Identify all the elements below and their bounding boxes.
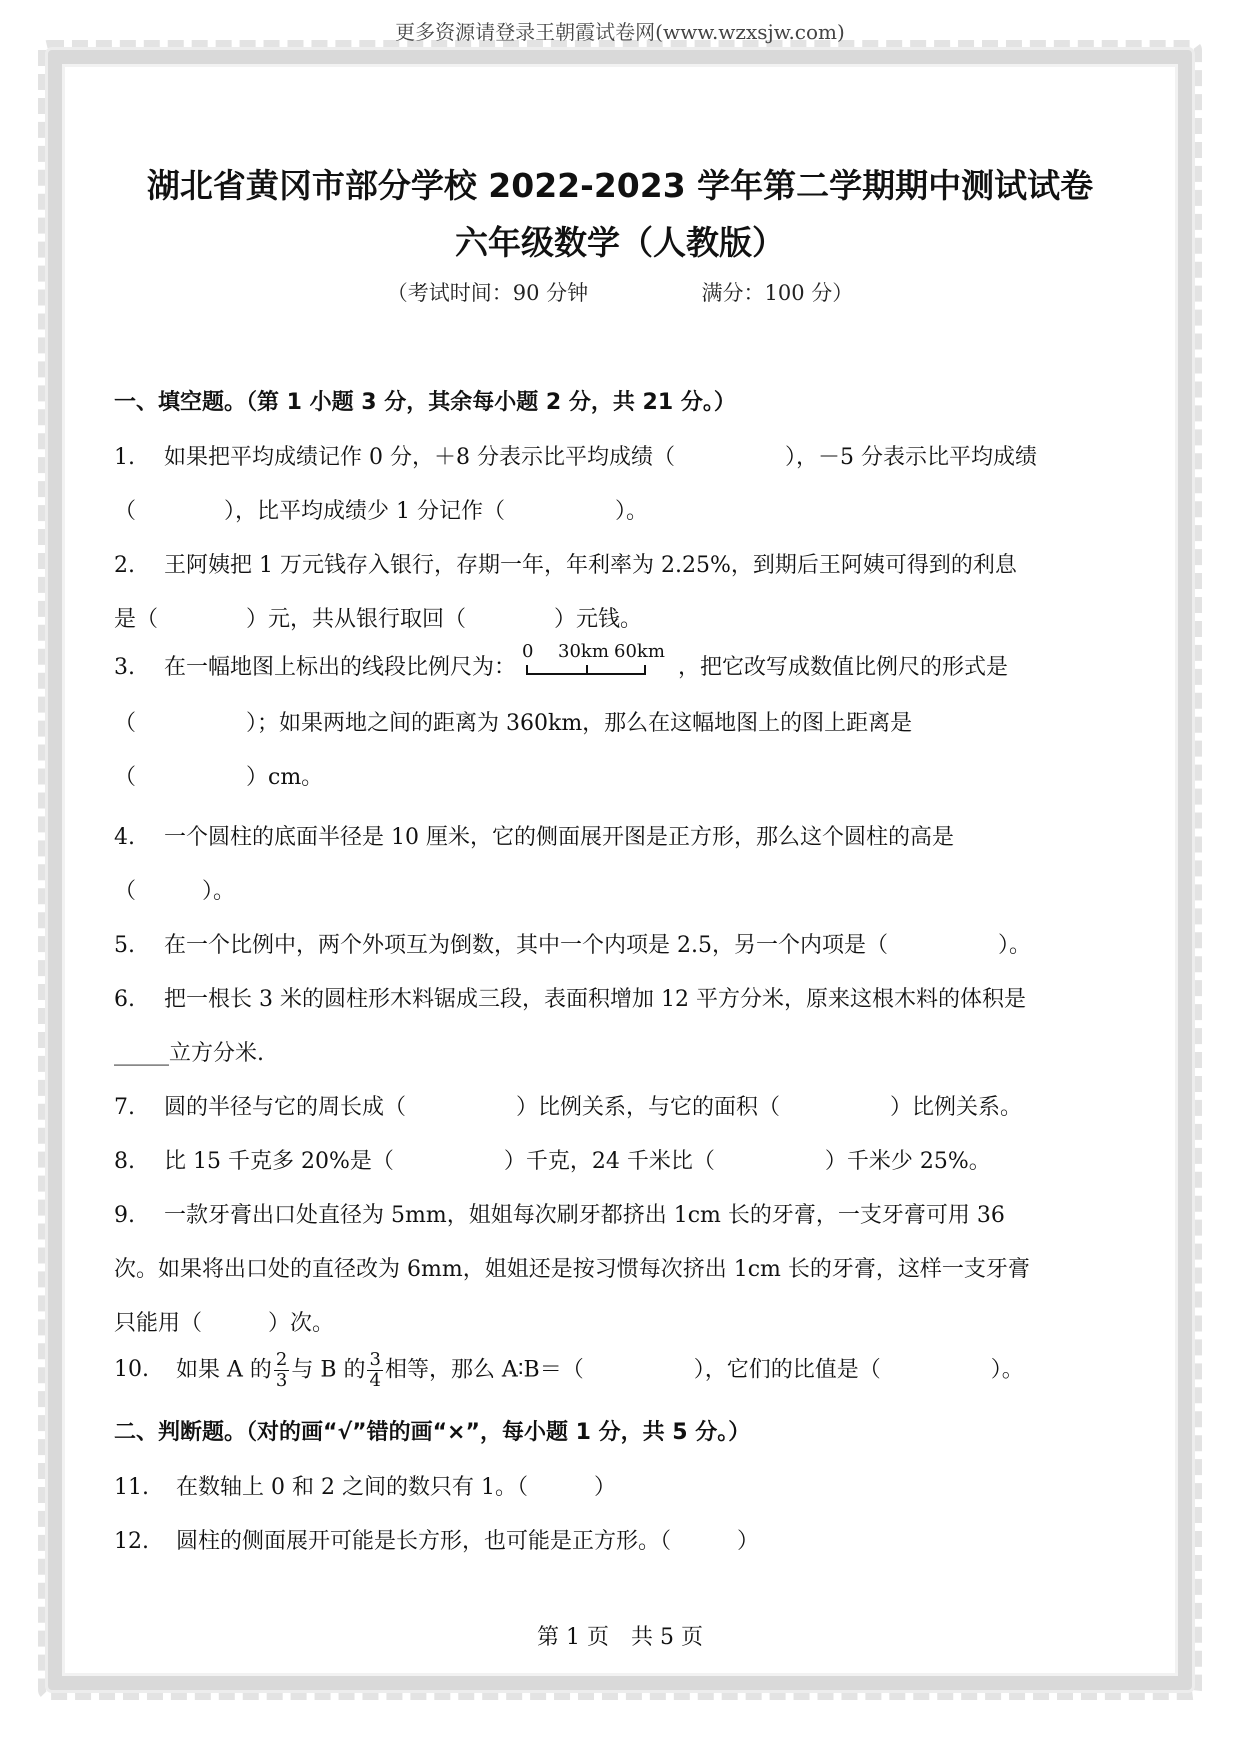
page-footer: 第 1 页 共 5 页 (537, 1625, 703, 1650)
exam-meta (0, 277, 1240, 307)
question-9-cont2: 只能用（ ）次。 (114, 1311, 335, 1336)
question-4-cont: （ ）。 (114, 879, 236, 904)
full-score: 满分：100 分） (701, 281, 854, 305)
section-2-heading: 二、判断题。（对的画“√”错的画“×”，每小题 1 分，共 5 分。） (114, 1420, 751, 1445)
question-3: 3. 在一幅地图上标出的线段比例尺为： 0 30km 60km ，把它改写成数值比例尺的形式是 (114, 650, 1008, 683)
question-6-cont: _____立方分米. (114, 1041, 264, 1066)
question-7: 7. 圆的半径与它的周长成（ ）比例关系，与它的面积（ ）比例关系。 (114, 1095, 1023, 1120)
scale-label-30: 30km (558, 641, 609, 662)
question-1: 1. 如果把平均成绩记作 0 分，＋8 分表示比平均成绩（ ），－5 分表示比平均成绩 (114, 445, 1037, 470)
fraction-2-3: $\frac{2}{3}$ (275, 1349, 288, 1391)
fraction-3-4: $\frac{3}{4}$ (369, 1349, 381, 1391)
exam-subtitle: 六年级数学（人教版） (455, 223, 785, 262)
exam-time: （考试时间：90 分钟 (386, 281, 589, 305)
question-5: 5. 在一个比例中，两个外项互为倒数，其中一个内项是 2.5，另一个内项是（ ）。 (114, 933, 1031, 958)
question-3-cont: （ ）；如果两地之间的距离为 360km，那么在这幅地图上的图上距离是 (114, 711, 913, 736)
scale-tick (586, 665, 588, 675)
site-watermark: 更多资源请登录王朝霞试卷网(www.wzxsjw.com) (395, 20, 845, 44)
question-4: 4. 一个圆柱的底面半径是 10 厘米，它的侧面展开图是正方形，那么这个圆柱的高是 (114, 825, 954, 850)
question-10: 10. 如果 A 的 $\frac{2}{3}$ 与 B 的 $\frac{3}{4}$ 相等，那么 A∶B＝（ ），它们的比值是（ ）。 (114, 1349, 1024, 1391)
scale-label-0: 0 (522, 641, 534, 662)
question-1-cont: （ ），比平均成绩少 1 分记作（ ）。 (114, 499, 648, 524)
question-3-cont2: （ ）cm。 (114, 765, 324, 790)
question-2-cont: 是（ ）元，共从银行取回（ ）元钱。 (114, 607, 643, 632)
exam-title: 湖北省黄冈市部分学校 2022-2023 学年第二学期期中测试试卷 (146, 166, 1094, 205)
section-1-heading: 一、填空题。（第 1 小题 3 分，其余每小题 2 分，共 21 分。） (114, 390, 736, 415)
scale-tick (526, 665, 528, 675)
question-8: 8. 比 15 千克多 20%是（ ）千克，24 千米比（ ）千米少 25%。 (114, 1149, 991, 1174)
question-9-cont: 次。如果将出口处的直径改为 6mm，姐姐还是按习惯每次挤出 1cm 长的牙膏，这样一支牙膏 (114, 1257, 1030, 1282)
scale-label-60: 60km (614, 641, 665, 662)
question-6: 6. 把一根长 3 米的圆柱形木料锯成三段，表面积增加 12 平方分米，原来这根木料的体积是 (114, 987, 1026, 1012)
question-11: 11. 在数轴上 0 和 2 之间的数只有 1。（ ） (114, 1475, 616, 1500)
line-scale-bar (522, 641, 672, 683)
question-9: 9. 一款牙膏出口处直径为 5mm，姐姐每次刷牙都挤出 1cm 长的牙膏，一支牙膏可用 36 (114, 1203, 1005, 1228)
scale-tick (644, 665, 646, 675)
question-12: 12. 圆柱的侧面展开可能是长方形，也可能是正方形。（ ） (114, 1529, 760, 1554)
question-2: 2. 王阿姨把 1 万元钱存入银行，存期一年，年利率为 2.25%，到期后王阿姨可得到的利息 (114, 553, 1017, 578)
